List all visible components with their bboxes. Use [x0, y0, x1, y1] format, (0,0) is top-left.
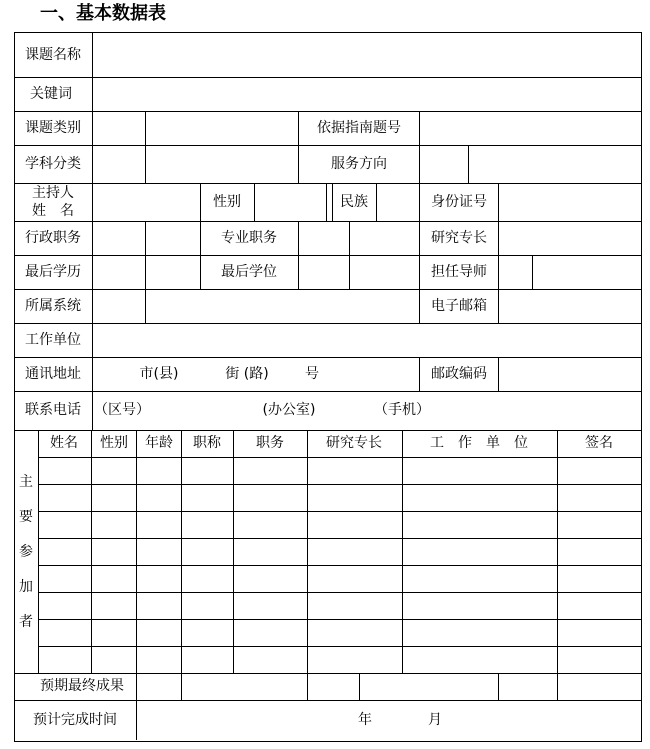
- participant-work-unit-header: 工 作 单 位: [430, 435, 528, 451]
- col-rule: [145, 145, 146, 183]
- col-rule: [498, 673, 499, 700]
- row-rule: [38, 592, 642, 593]
- id-number-label: 身份证号: [431, 194, 487, 210]
- city-label: 市(县): [139, 366, 179, 382]
- col-rule: [359, 673, 360, 700]
- row-rule: [14, 430, 642, 431]
- gender-label: 性别: [213, 194, 241, 210]
- row-rule: [14, 357, 642, 358]
- col-rule: [298, 111, 299, 145]
- participant-name-header: 姓名: [50, 435, 78, 451]
- col-rule: [376, 183, 377, 221]
- expected-result-label: 预期最终成果: [40, 678, 124, 694]
- house-number-label: 号: [305, 366, 319, 382]
- col-rule: [326, 183, 327, 221]
- col-rule: [419, 221, 420, 255]
- col-rule: [419, 111, 420, 145]
- postcode-label: 邮政编码: [431, 366, 487, 382]
- participant-gender-header: 性别: [100, 435, 128, 451]
- project-name-label: 课题名称: [25, 47, 81, 63]
- mobile-label: （手机）: [374, 402, 430, 418]
- col-rule: [419, 183, 420, 221]
- form-border: [14, 32, 642, 742]
- col-rule: [307, 673, 308, 700]
- col-rule: [419, 255, 420, 289]
- col-rule: [92, 32, 93, 430]
- col-rule: [557, 673, 558, 700]
- col-rule: [181, 673, 182, 700]
- col-rule: [145, 221, 146, 255]
- col-rule: [200, 221, 201, 255]
- row-rule: [14, 289, 642, 290]
- project-type-label: 课题类别: [25, 120, 81, 136]
- col-rule: [233, 430, 234, 673]
- col-rule: [402, 430, 403, 673]
- row-rule: [38, 646, 642, 647]
- col-rule: [298, 221, 299, 255]
- participant-title-header: 职称: [193, 435, 221, 451]
- col-rule: [557, 430, 558, 673]
- section-heading: 一、基本数据表: [40, 3, 166, 24]
- participant-specialty-header: 研究专长: [326, 435, 382, 451]
- affiliation-label: 所属系统: [25, 298, 81, 314]
- research-specialty-label: 研究专长: [431, 230, 487, 246]
- month-label: 月: [428, 712, 442, 728]
- col-rule: [200, 183, 201, 221]
- area-code-label: （区号）: [94, 402, 150, 418]
- row-rule: [14, 323, 642, 324]
- row-rule: [38, 619, 642, 620]
- col-rule: [298, 145, 299, 183]
- col-rule: [419, 289, 420, 323]
- participant-age-header: 年龄: [145, 435, 173, 451]
- row-rule: [14, 221, 642, 222]
- row-rule: [14, 255, 642, 256]
- service-direction-label: 服务方向: [331, 156, 387, 172]
- participants-side-label-3: 参: [19, 544, 33, 560]
- street-label: 街 (路): [225, 366, 269, 382]
- col-rule: [498, 289, 499, 323]
- col-rule: [349, 255, 350, 289]
- col-rule: [91, 430, 92, 673]
- row-rule: [14, 183, 642, 184]
- row-rule: [38, 538, 642, 539]
- col-rule: [498, 255, 499, 289]
- address-label: 通讯地址: [25, 366, 81, 382]
- col-rule: [307, 430, 308, 673]
- col-rule: [254, 183, 255, 221]
- highest-education-label: 最后学历: [25, 264, 81, 280]
- col-rule: [181, 430, 182, 673]
- col-rule: [332, 183, 333, 221]
- col-rule: [145, 255, 146, 289]
- highest-degree-label: 最后学位: [221, 264, 277, 280]
- discipline-label: 学科分类: [25, 156, 81, 172]
- row-rule: [14, 111, 642, 112]
- row-rule: [14, 673, 642, 674]
- basic-data-form: [14, 32, 642, 742]
- row-rule: [38, 511, 642, 512]
- col-rule: [136, 700, 137, 740]
- participants-side-label-1: 主: [19, 474, 33, 490]
- participants-side-label-5: 者: [19, 614, 33, 630]
- row-rule: [38, 565, 642, 566]
- participant-signature-header: 签名: [585, 435, 613, 451]
- col-rule: [145, 111, 146, 145]
- col-rule: [38, 430, 39, 673]
- professional-position-label: 专业职务: [221, 230, 277, 246]
- host-label-line1: 主持人: [32, 185, 74, 201]
- participant-position-header: 职务: [256, 435, 284, 451]
- row-rule: [38, 457, 642, 458]
- col-rule: [498, 357, 499, 391]
- admin-position-label: 行政职务: [25, 230, 81, 246]
- col-rule: [136, 673, 137, 700]
- host-label-line2: 姓 名: [32, 203, 74, 219]
- year-label: 年: [358, 712, 372, 728]
- col-rule: [298, 255, 299, 289]
- col-rule: [498, 221, 499, 255]
- col-rule: [349, 221, 350, 255]
- keywords-label: 关键词: [30, 86, 72, 102]
- col-rule: [136, 430, 137, 673]
- row-rule: [14, 77, 642, 78]
- ethnicity-label: 民族: [340, 194, 368, 210]
- participants-side-label-4: 加: [19, 579, 33, 595]
- row-rule: [14, 391, 642, 392]
- expected-completion-label: 预计完成时间: [33, 712, 117, 728]
- col-rule: [200, 255, 201, 289]
- participants-side-label-2: 要: [19, 509, 33, 525]
- col-rule: [532, 255, 533, 289]
- col-rule: [145, 289, 146, 323]
- supervisor-label: 担任导师: [431, 264, 487, 280]
- col-rule: [419, 145, 420, 183]
- col-rule: [498, 183, 499, 221]
- row-rule: [38, 484, 642, 485]
- row-rule: [14, 145, 642, 146]
- col-rule: [468, 145, 469, 183]
- office-label: (办公室): [262, 402, 316, 418]
- col-rule: [419, 357, 420, 391]
- work-unit-label: 工作单位: [25, 332, 81, 348]
- row-rule: [14, 700, 642, 701]
- email-label: 电子邮箱: [431, 298, 487, 314]
- guide-number-label: 依据指南题号: [317, 120, 401, 136]
- phone-label: 联系电话: [25, 402, 81, 418]
